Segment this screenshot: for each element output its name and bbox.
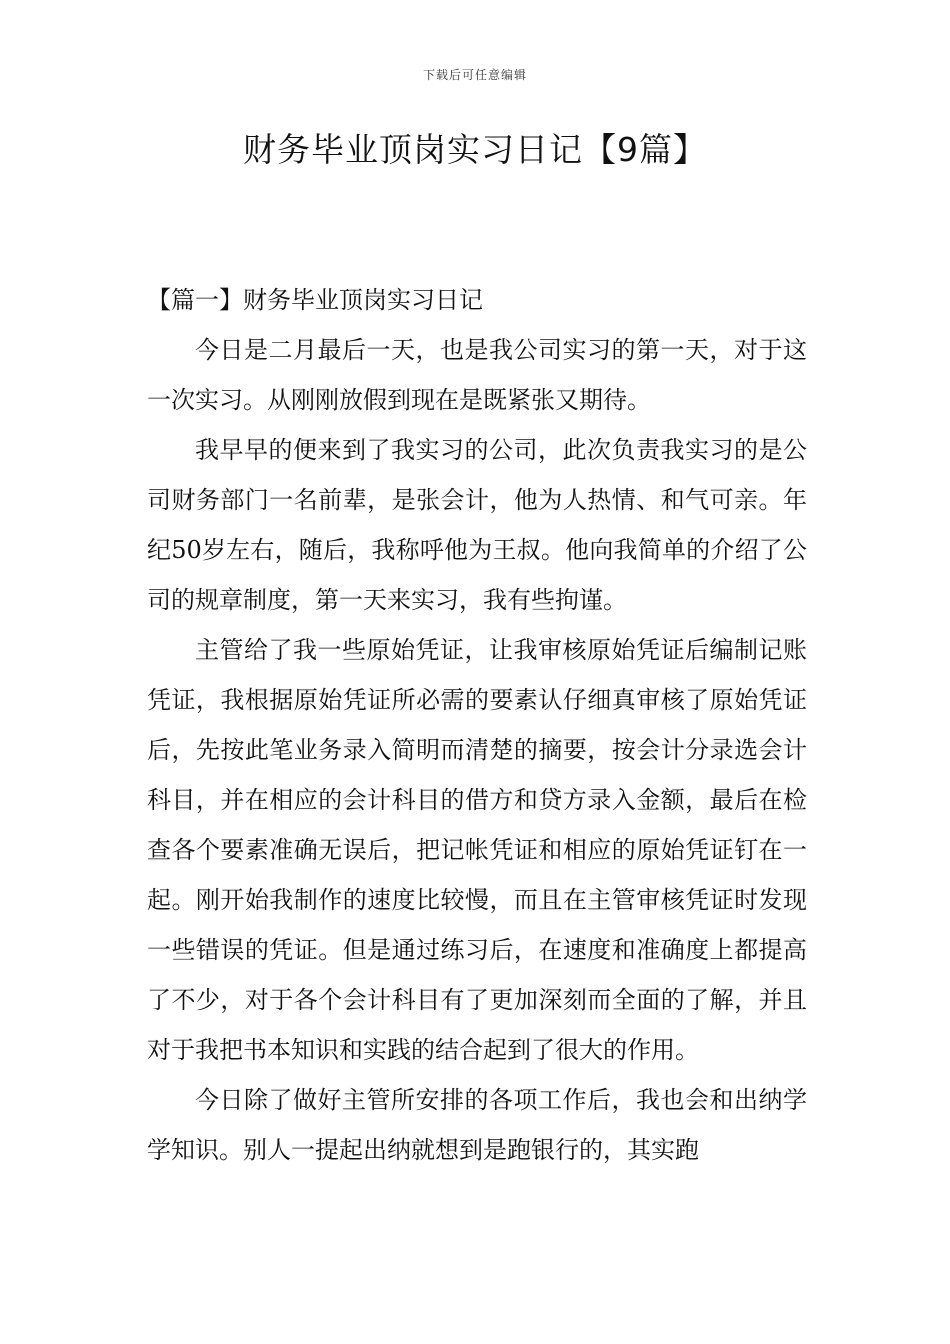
paragraph: 主管给了我一些原始凭证，让我审核原始凭证后编制记账凭证，我根据原始凭证所必需的要素认仔细真审核了原始凭证后，先按此笔业务录入简明而清楚的摘要，按会计分录选会计科目，并在相应的会计科目的借方和贷方录入金额，最后在检查各个要素准确无误后，把记帐凭证和相应的原始凭证钉在一起。刚开始我制作的速度比较慢，而且在主管审核凭证时发现一些错误的凭证。但是通过练习后，在速度和准确度上都提高了不少，对于各个会计科目有了更加深刻而全面的了解，并且对于我把书本知识和实践的结合起到了很大的作用。 [147,636,807,1064]
document-body [147,280,807,1175]
header-note: 下载后可任意编辑 [422,68,527,82]
paragraph: 今日除了做好主管所安排的各项工作后，我也会和出纳学学知识。别人一提起出纳就想到是跑银行的，其实跑 [147,1086,807,1164]
paragraph-list [147,325,807,1175]
paragraph: 今日是二月最后一天，也是我公司实习的第一天，对于这一次实习。从刚刚放假到现在是既紧张又期待。 [147,336,807,414]
document-title: 财务毕业顶岗实习日记【9篇】 [243,130,707,169]
paragraph: 我早早的便来到了我实习的公司，此次负责我实习的是公司财务部门一名前辈，是张会计，他为人热情、和气可亲。年纪50岁左右，随后，我称呼他为王叔。他向我简单的介绍了公司的规章制度，第一天来实习，我有些拘谨。 [147,436,807,614]
section-heading: 【篇一】财务毕业顶岗实习日记 [147,286,483,314]
